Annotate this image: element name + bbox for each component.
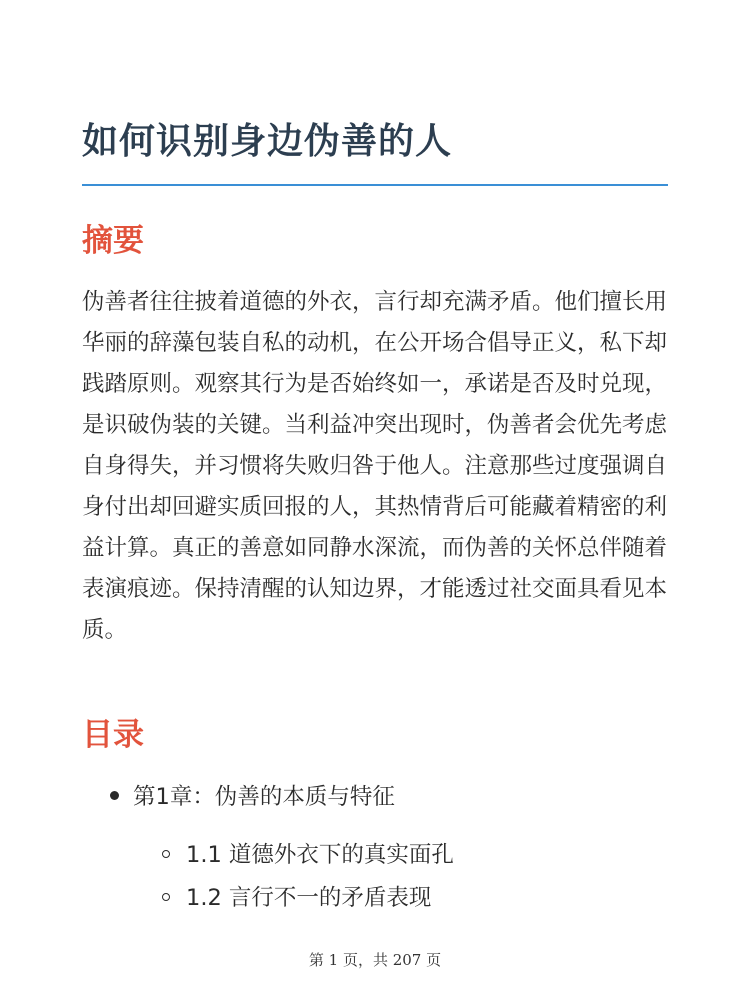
document-title: 如何识别身边伪善的人 <box>82 121 453 162</box>
abstract-heading: 摘要 <box>82 223 144 259</box>
bullet-circle-icon <box>162 850 170 858</box>
toc-section-label: 1.2 言行不一的矛盾表现 <box>186 885 432 911</box>
toc-chapter-label: 第1章：伪善的本质与特征 <box>133 784 395 810</box>
bullet-dot-icon <box>110 791 119 800</box>
toc-section-label: 1.1 道德外衣下的真实面孔 <box>186 842 454 868</box>
toc-item-section-1-1[interactable] <box>162 833 454 877</box>
page-footer: 第 1 页，共 207 页 <box>308 951 442 969</box>
bullet-circle-icon <box>162 893 170 901</box>
toc-item-chapter-1[interactable] <box>110 775 395 819</box>
toc-item-section-1-2[interactable] <box>162 876 431 920</box>
title-divider <box>82 184 668 186</box>
abstract-paragraph: 伪善者往往披着道德的外衣，言行却充满矛盾。他们擅长用华丽的辞藻包装自私的动机，在公开场合倡导正义，私下却践踏原则。观察其行为是否始终如一，承诺是否及时兑现，是识破伪装的关键。当利益冲突出现时，伪善者会优先考虑自身得失，并习惯将失败归咎于他人。注意那些过度强调自身付出却回避实质回报的人，其热情背后可能藏着精密的利益计算。真正的善意如同静水深流，而伪善的关怀总伴随着表演痕迹。保持清醒的认知边界，才能透过社交面具看见本质。 <box>82 289 668 643</box>
toc-heading: 目录 <box>82 717 144 753</box>
